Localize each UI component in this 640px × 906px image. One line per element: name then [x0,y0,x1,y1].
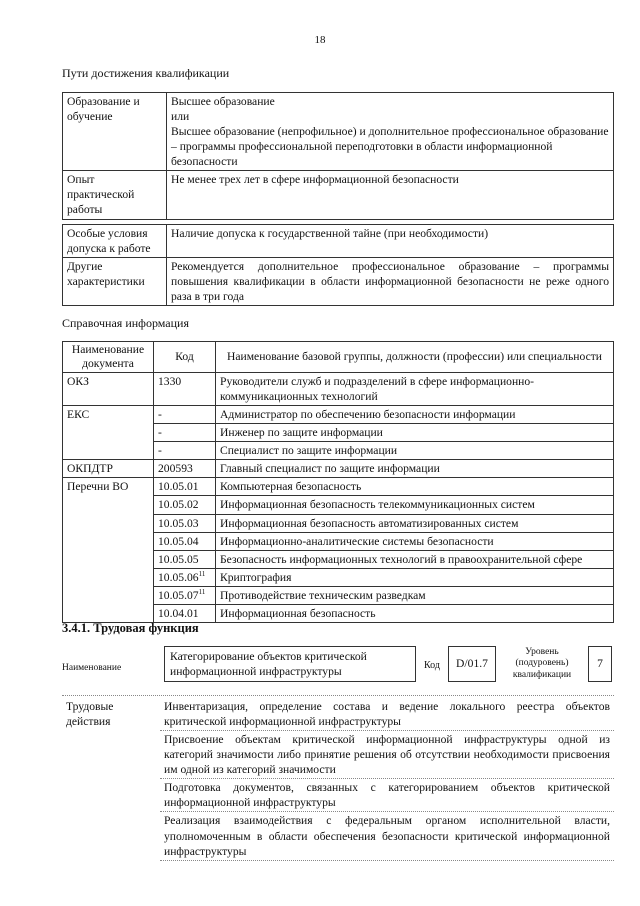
labor-function-heading: 3.4.1. Трудовая функция [62,621,199,635]
table-row [63,460,614,478]
table-row [63,171,614,219]
code-cell: 10.04.01 [154,604,216,622]
table-row [63,478,614,496]
name-cell: Противодействие техническим разведкам [216,586,614,604]
code-cell: 10.05.02 [154,496,216,514]
doc-vo-lists: Перечни ВО [63,478,154,623]
footnote-ref: 11 [198,569,206,578]
labor-actions-label: Трудовые действия [66,700,114,729]
table-row [63,258,614,306]
table-row [63,225,614,258]
code-cell: 10.05.04 [154,532,216,550]
qualification-table [62,92,614,220]
doc-eks: ЕКС [63,406,154,460]
name-cell: Безопасность информационных технологий в правоохранительной сфере [216,550,614,568]
header-name: Наименование базовой группы, должности (профессии) или специальности [216,342,614,373]
conditions-table [62,224,614,306]
name-cell: Главный специалист по защите информации [216,460,614,478]
name-cell: Компьютерная безопасность [216,478,614,496]
labor-action-item: Реализация взаимодействия с федеральным органом исполнительной власти, уполномоченным в области обеспечения безопасности критической информационной инфраструктуры [160,812,614,860]
code-cell: 10.05.06$^{11}$ [154,568,216,586]
function-name-box: Категорирование объектов критической информационной инфраструктуры [164,646,416,682]
divider [62,695,614,696]
labor-action-item: Инвентаризация, определение состава и ведение локального реестра объектов критической информационной инфраструктуры [160,698,614,731]
header-code: Код [154,342,216,373]
table-row [63,342,614,373]
code-cell: 10.05.03 [154,514,216,532]
table-row [63,406,614,424]
experience-value: Не менее трех лет в сфере информационной безопасности [167,171,614,219]
table-row [62,698,614,731]
name-cell: Информационная безопасность [216,604,614,622]
doc-okz: ОКЗ [63,373,154,406]
code-cell: - [154,424,216,442]
labor-action-item: Подготовка документов, связанных с категорированием объектов критической информационной инфраструктуры [160,779,614,812]
code-cell: 10.05.01 [154,478,216,496]
function-name-label: Наименование [62,663,122,673]
other-characteristics-label: Другие характеристики [63,258,167,306]
education-label: Образование и обучение [63,93,167,171]
other-characteristics-value: Рекомендуется дополнительное профессиональное образование – программы повышения квалификации в области информационной безопасности не реже одного раза в три года [167,258,614,306]
name-cell: Информационная безопасность автоматизированных систем [216,514,614,532]
name-cell: Криптография [216,568,614,586]
table-row [63,93,614,171]
name-cell: Инженер по защите информации [216,424,614,442]
function-code-label: Код [424,660,440,671]
name-cell: Специалист по защите информации [216,442,614,460]
experience-label: Опыт практической работы [63,171,167,219]
header-document: Наименование документа [63,342,154,373]
reference-heading: Справочная информация [62,316,189,330]
doc-okpdtr: ОКПДТР [63,460,154,478]
function-code-box: D/01.7 [448,646,496,682]
labor-actions-table [62,698,614,861]
code-cell: 10.05.07$^{11}$ [154,586,216,604]
code-cell: - [154,406,216,424]
name-cell: Информационная безопасность телекоммуникационных систем [216,496,614,514]
qualification-level-box: 7 [588,646,612,682]
code-cell: 200593 [154,460,216,478]
qualification-level-label: Уровень (подуровень) квалификации [512,647,572,680]
code-cell: - [154,442,216,460]
reference-table [62,341,614,623]
special-conditions-label: Особые условия допуска к работе [63,225,167,258]
qualification-heading: Пути достижения квалификации [62,66,230,80]
special-conditions-value: Наличие допуска к государственной тайне (при необходимости) [167,225,614,258]
education-value: Высшее образование или Высшее образование (непрофильное) и дополнительное профессиональное образование – программы профессиональной переподготовки в области информационной безопасности [167,93,614,171]
page-number: 18 [314,34,326,46]
name-cell: Руководители служб и подразделений в сфере информационно-коммуникационных технологий [216,373,614,406]
name-cell: Информационно-аналитические системы безопасности [216,532,614,550]
labor-action-item: Присвоение объектам критической информационной инфраструктуры одной из категорий значимости либо принятие решения об отсутствии необходимости присвоения им одной из категорий значимости [160,731,614,779]
footnote-ref: 11 [198,587,206,596]
code-cell: 1330 [154,373,216,406]
name-cell: Администратор по обеспечению безопасности информации [216,406,614,424]
table-row [63,373,614,406]
code-cell: 10.05.05 [154,550,216,568]
